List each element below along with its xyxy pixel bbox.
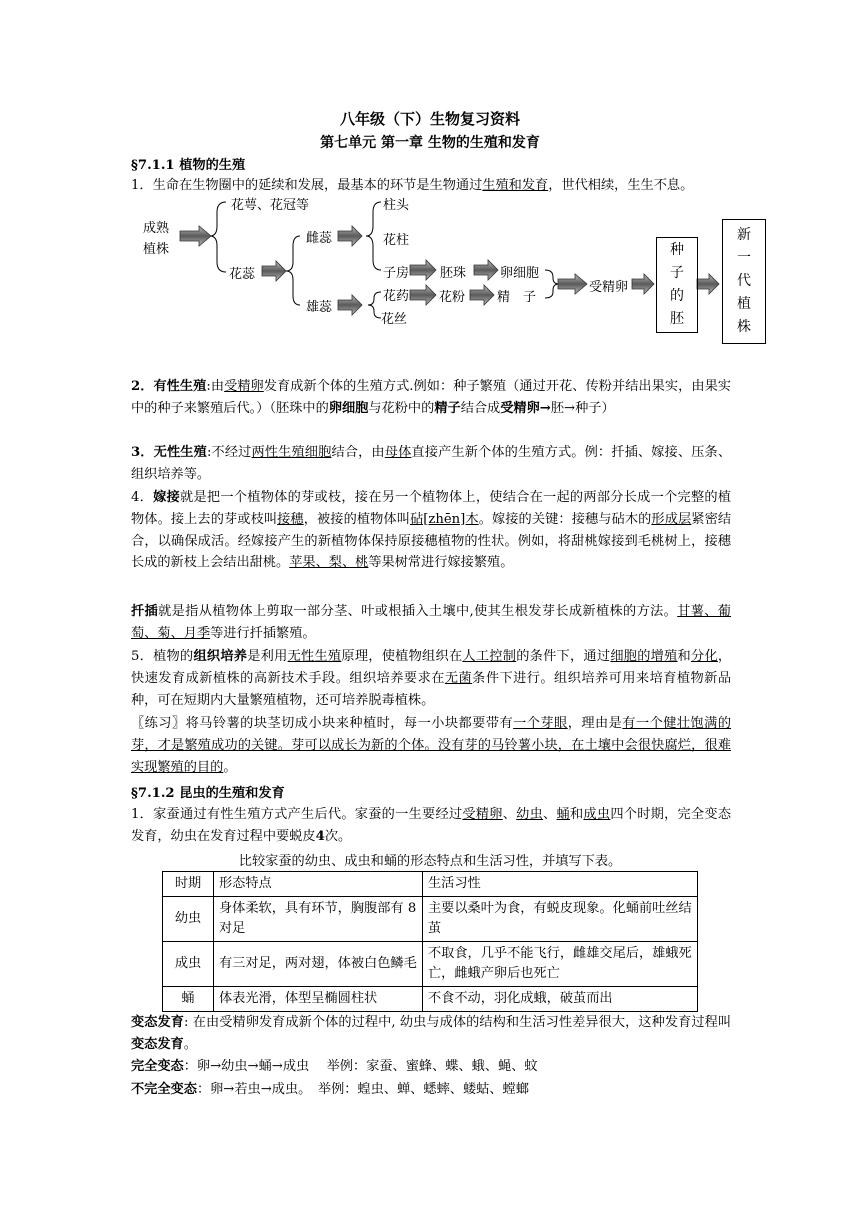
arrow-to-stamen-pistil: [262, 261, 286, 281]
node-stamen: 雄蕊: [306, 300, 333, 315]
table-caption: 比较家蚕的幼虫、成虫和蛹的形态特点和生活习性，并填写下表。: [238, 854, 622, 869]
node-sepal-petal: 花萼、花冠等: [231, 198, 310, 213]
section-heading-plant: §7.1.1 植物的生殖: [131, 158, 246, 173]
node-fertilized-egg: 受精卵: [589, 280, 629, 295]
node-ovary: 子房: [383, 266, 410, 281]
node-style: 花柱: [383, 233, 410, 248]
table-row: [163, 942, 698, 987]
arrow-pollen-sperm: [470, 285, 494, 305]
table-cell: 身体柔软，具有环节，胸腹部有 8 对足: [214, 897, 423, 942]
paragraph-metamorphosis: 变态发育: 在由受精卵发育成新个体的过程中, 幼虫与成体的结构和生活习性差异很大，这种发育过程叫变态发育。: [131, 1015, 732, 1052]
arrow-pistil: [338, 226, 362, 246]
silkworm-comparison-table: [162, 871, 698, 1012]
paragraph-tissue-culture: 5．植物的组织培养是利用无性生殖原理，使植物组织在人工控制的条件下，通过细胞的增殖和分化，快速发育成新植株的高新技术手段。组织培养要求在无菌条件下进行。组织培养可用来培育植物新品种，可在短期内大量繁殖植物，还可培养脱毒植株。: [131, 649, 732, 708]
table-cell: 幼虫: [163, 897, 214, 942]
table-cell: 不取食，几乎不能飞行，雌雄交尾后，雄蛾死亡，雌蛾产卵后也死亡: [423, 942, 698, 987]
arrow-to-fertilized-egg: [558, 274, 587, 294]
arrow-to-flower-parts: [180, 226, 211, 246]
node-pistil: 雌蕊: [306, 231, 333, 246]
node-mature-plant: 成熟 植株: [143, 221, 170, 257]
node-new-generation-plant: 新 一 代 植 株: [722, 219, 766, 344]
section-heading-insect: §7.1.2 昆虫的生殖和发育: [131, 786, 285, 801]
table-header-cell: 时期: [163, 872, 214, 897]
table-header-row: [163, 872, 698, 897]
arrow-ovule-egg: [474, 260, 498, 280]
paragraph-complete-metamorphosis: 完全变态：卵→幼虫→蛹→成虫 举例：家蚕、蜜蜂、蝶、蛾、蝇、蚊: [131, 1059, 538, 1074]
table-cell: 蛹: [163, 987, 214, 1012]
node-anther: 花药: [383, 289, 410, 304]
table-cell: 有三对足，两对翅，体被白色鳞毛: [214, 942, 423, 987]
table-header-cell: 生活习性: [423, 872, 698, 897]
arrow-to-new-plant: [697, 274, 719, 294]
paragraph-grafting: 4．嫁接就是把一个植物体的芽或枝，接在另一个植物体上，使结合在一起的两部分长成一个完整的植物体。接上去的芽或枝叫接穗，被接的植物体叫砧[zhēn]木。嫁接的关键：接穗与砧木的形成层紧密结合，以确保成活。经嫁接产生的新植物体保持原接穗植物的性状。例如，将甜桃嫁接到毛桃树上，接穗长成的新枝上会结出甜桃。苹果、梨、桃等果树常进行嫁接繁殖。: [131, 490, 732, 571]
node-filament: 花丝: [381, 312, 408, 327]
page-title: 八年级（下）生物复习资料: [339, 110, 520, 128]
paragraph-1: 1．生命在生物圈中的延续和发展，最基本的环节是生物通过生殖和发育，世代相续，生生不息。: [131, 178, 694, 193]
node-pollen: 花粉: [439, 290, 466, 305]
table-header-cell: 形态特点: [214, 872, 423, 897]
table-cell: 主要以桑叶为食，有蜕皮现象。化蛹前吐丝结茧: [423, 897, 698, 942]
paragraph-silkworm: 1．家蚕通过有性生殖方式产生后代。家蚕的一生要经过受精卵、幼虫、蛹和成虫四个时期，完全变态发育，幼虫在发育过程中要蜕皮4次。: [131, 807, 732, 844]
paragraph-asexual-reproduction: 3．无性生殖:不经过两性生殖细胞结合，由母体直接产生新个体的生殖方式。例：扦插、嫁接、压条、组织培养等。: [131, 445, 732, 482]
table-cell: 体表光滑，体型呈椭圆柱状: [214, 987, 423, 1012]
table-cell: 不食不动，羽化成蛾，破茧而出: [423, 987, 698, 1012]
table-row: [163, 897, 698, 942]
paragraph-incomplete-metamorphosis: 不完全变态：卵→若虫→成虫。 举例：蝗虫、蝉、蟋蟀、蝼蛄、螳螂: [131, 1082, 529, 1097]
paragraph-sexual-reproduction: 2．有性生殖:由受精卵发育成新个体的生殖方式.例如：种子繁殖（通过开花、传粉并结出果实，由果实中的种子来繁殖后代。）（胚珠中的卵细胞与花粉中的精子结合成受精卵→胚→种子）: [131, 379, 731, 416]
node-seed-embryo: 种 子 的 胚: [656, 237, 698, 333]
node-sperm: 精 子: [497, 290, 537, 305]
table-cell: 成虫: [163, 942, 214, 987]
node-egg-cell: 卵细胞: [500, 266, 540, 281]
table-row: [163, 987, 698, 1012]
paragraph-exercise: 〖练习〗将马铃薯的块茎切成小块来种植时，每一小块都要带有一个芽眼，理由是有一个健壮饱满的芽，才是繁殖成功的关键。芽可以成长为新的个体。没有芽的马铃薯小块，在土壤中会很快腐烂，很难实现繁殖的目的。: [131, 716, 732, 775]
node-stigma: 柱头: [383, 198, 410, 213]
arrow-to-embryo: [632, 274, 654, 294]
arrow-anther-pollen: [410, 285, 436, 305]
node-ovule: 胚珠: [440, 266, 467, 281]
chapter-subtitle: 第七单元 第一章 生物的生殖和发育: [320, 135, 540, 151]
paragraph-cutting: 扦插就是指从植物体上剪取一部分茎、叶或根插入土壤中,使其生根发芽长成新植株的方法。甘薯、葡萄、菊、月季等进行扦插繁殖。: [131, 604, 731, 641]
arrow-stamen: [338, 295, 362, 315]
node-stamen-pistil: 花蕊: [229, 267, 256, 282]
arrow-ovary-ovule: [410, 260, 436, 280]
